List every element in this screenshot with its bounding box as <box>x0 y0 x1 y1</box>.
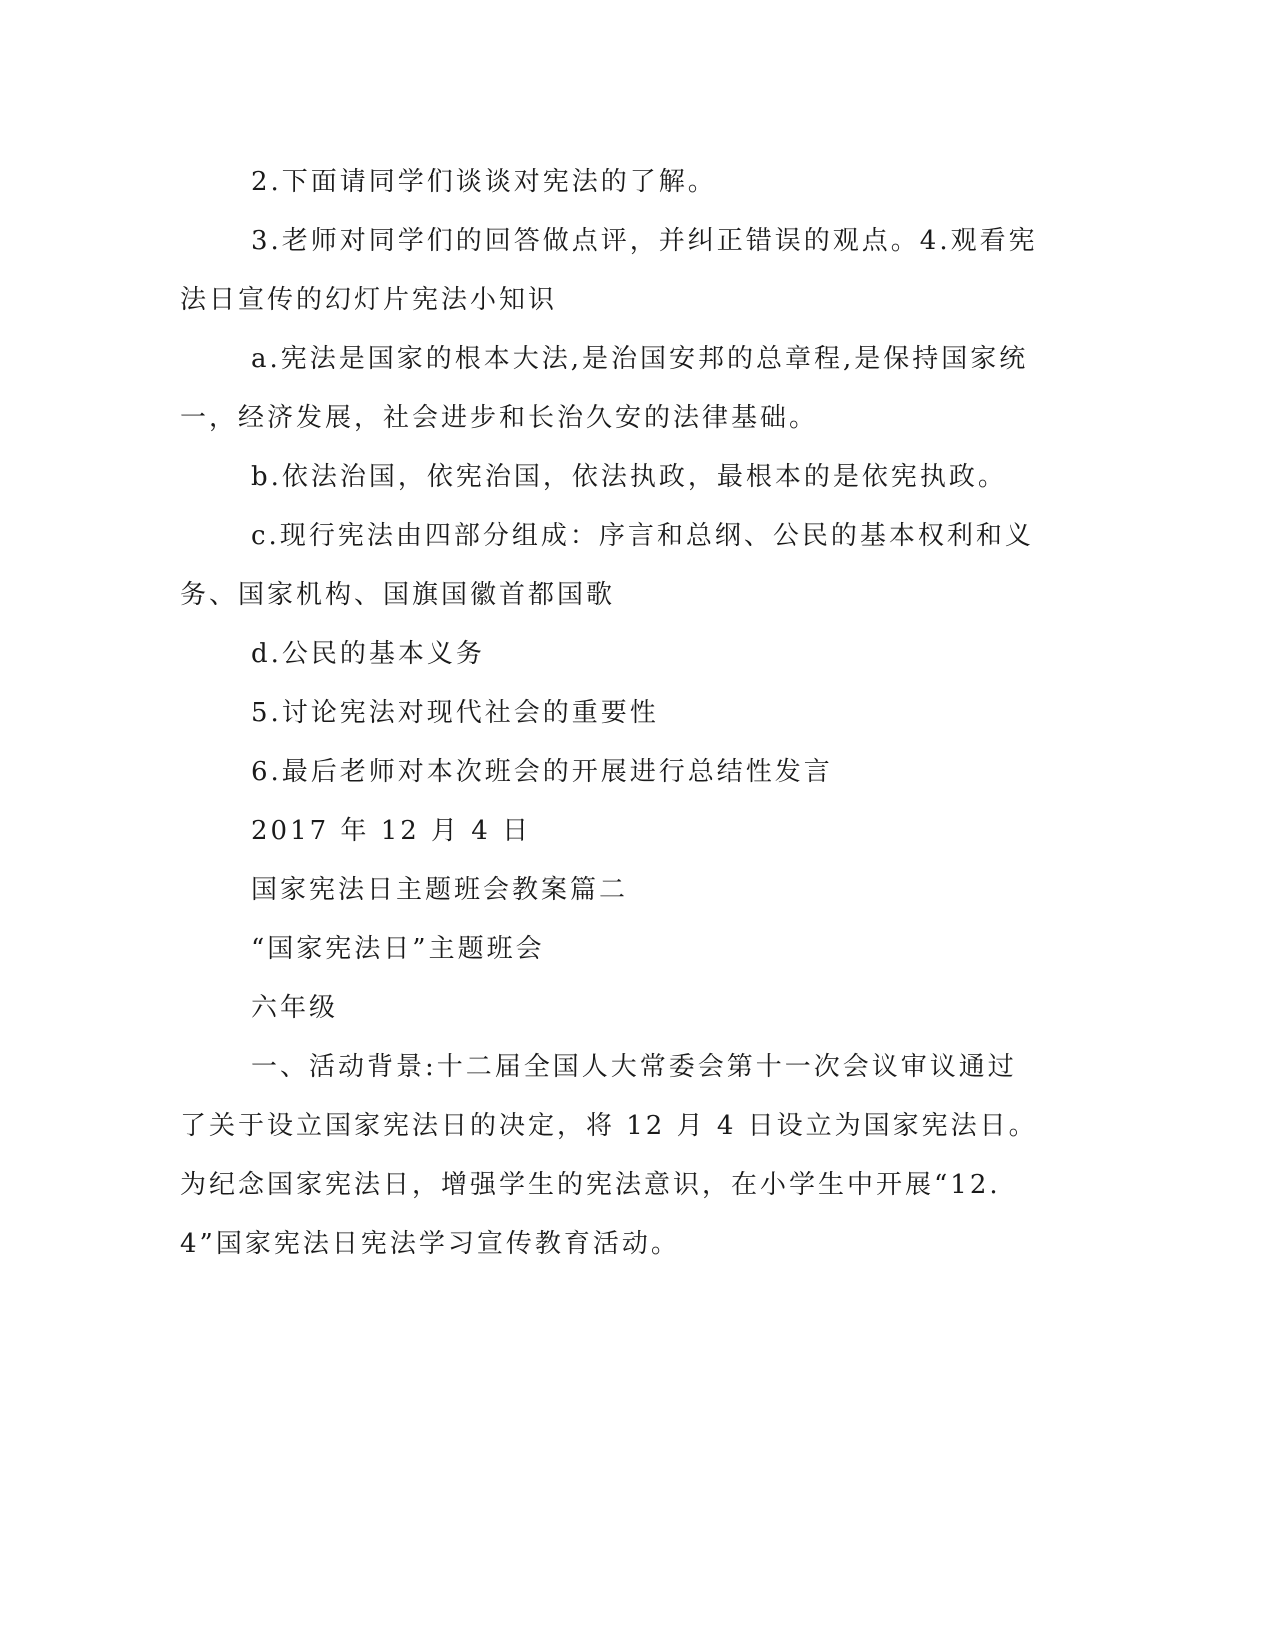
paragraph-knowledge-d: d.公民的基本义务 <box>251 639 485 669</box>
paragraph-knowledge-b: b.依法治国，依宪治国，依法执政，最根本的是依宪执政。 <box>251 462 1007 492</box>
grade-label: 六年级 <box>251 993 339 1023</box>
activity-background: 一、活动背景:十二届全国人大常委会第十一次会议审议通过了关于设立国家宪法日的决定，将 12 月 4 日设立为国家宪法日。为纪念国家宪法日，增强学生的宪法意识，在小学生中开展“12.4”国家宪法日宪法学习宣传教育活动。 <box>180 1052 1038 1259</box>
section-title: “国家宪法日”主题班会 <box>251 934 545 964</box>
paragraph-knowledge-c: c.现行宪法由四部分组成：序言和总纲、公民的基本权利和义务、国家机构、国旗国徽首都国歌 <box>180 521 1034 610</box>
paragraph-knowledge-a: a.宪法是国家的根本大法,是治国安邦的总章程,是保持国家统一，经济发展，社会进步和长治久安的法律基础。 <box>180 344 1029 433</box>
paragraph-item-5: 5.讨论宪法对现代社会的重要性 <box>251 698 659 728</box>
document-body <box>180 153 1040 1274</box>
paragraph-item-3-4: 3.老师对同学们的回答做点评，并纠正错误的观点。4.观看宪法日宣传的幻灯片宪法小知识 <box>180 226 1038 315</box>
paragraph-item-2: 2.下面请同学们谈谈对宪法的了解。 <box>251 167 717 197</box>
date-line: 2017 年 12 月 4 日 <box>251 816 532 846</box>
section-heading: 国家宪法日主题班会教案篇二 <box>251 875 629 905</box>
paragraph-item-6: 6.最后老师对本次班会的开展进行总结性发言 <box>251 757 833 787</box>
